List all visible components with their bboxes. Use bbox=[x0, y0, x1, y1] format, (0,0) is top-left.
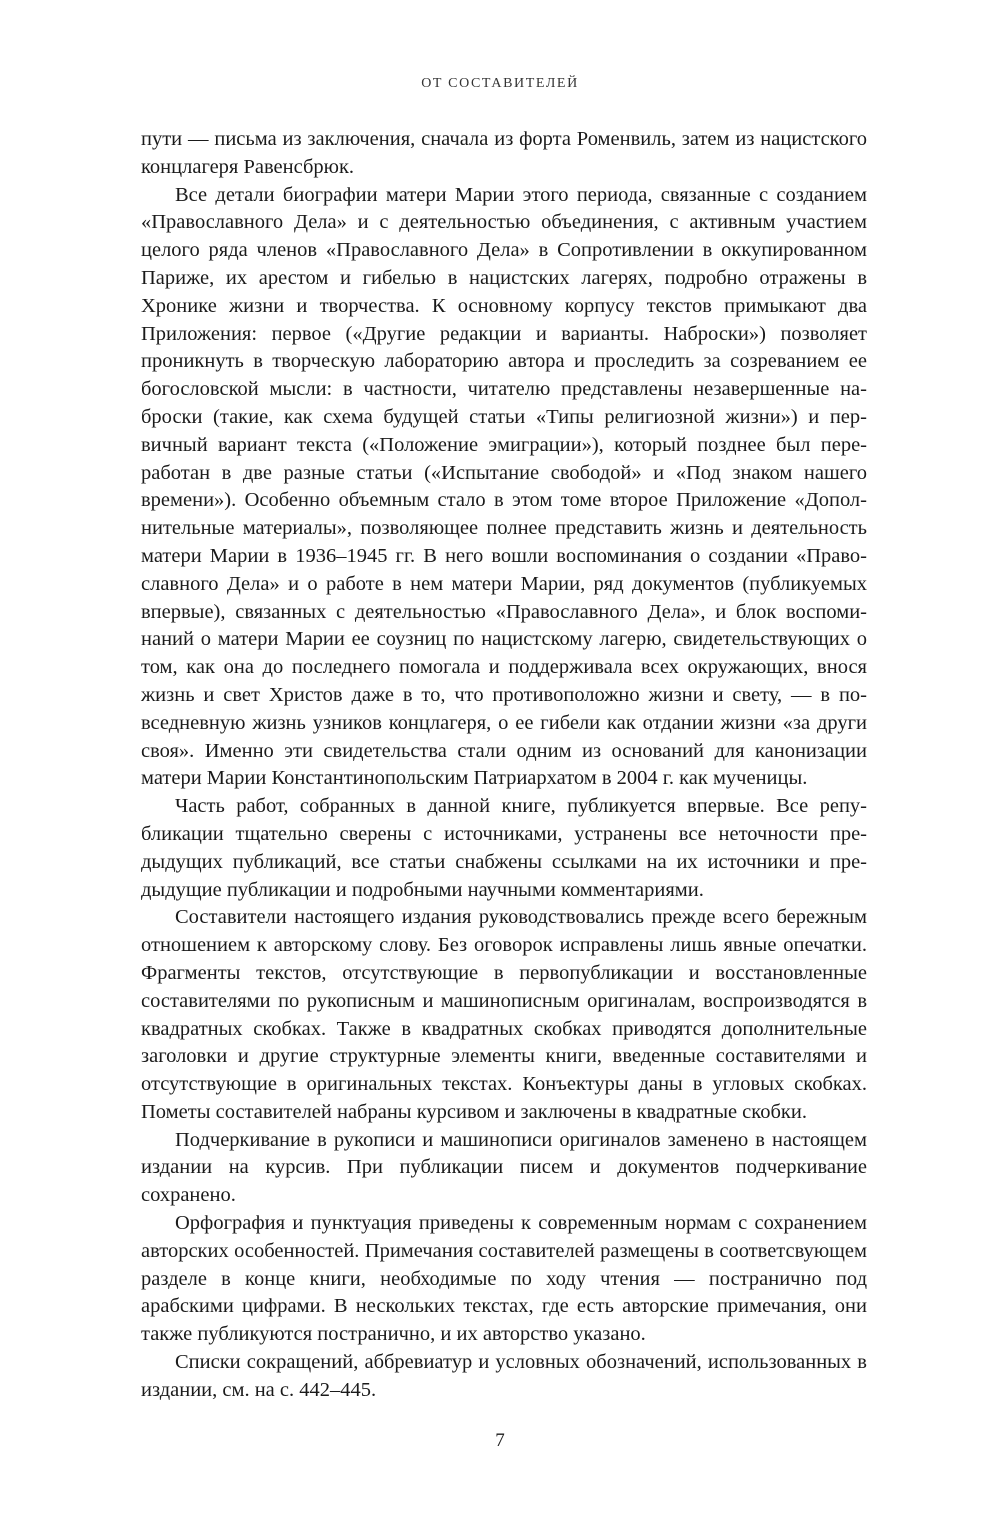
paragraph: Все детали биографии матери Марии этого периода, связанные с созданием «Православного Дела» и с деятельностью объединения, с активным участием целого ряда членов «Православного Дела» в Сопротивлении в оккупированном Париже, их арестом и гибелью в нацистских лагерях, подробно отражены в Хронике жизни и творчества. К основному корпусу текстов примыкают два Приложения: первое («Другие редакции и варианты. Наброски») позволяет проникнуть в творческую лабораторию автора и проследить за созреванием ее богословской мысли: в частности, читателю представлены незавершенные наброски (такие, как схема будущей статьи «Типы религиозной жизни») и первичный вариант текста («Положение эмиграции»), который позднее был переработан в две разные статьи («Испытание свободой» и «Под знаком нашего времени»). Особенно объемным стало в этом томе второе Приложение «Дополнительные материалы», позволяющее полнее представить жизнь и деятельность матери Марии в 1936–1945 гг. В него вошли воспоминания о создании «Православного Дела» и о работе в нем матери Марии, ряд документов (публикуемых впервые), связанных с деятельностью «Православного Дела», и блок воспоминаний о матери Марии ее соузниц по нацистскому лагерю, свидетельствующих о том, как она до последнего помогала и поддерживала всех окружающих, внося жизнь и свет Христов даже в то, что противоположно жизни и свету, — в повседневную жизнь узников концлагеря, о ее гибели как отдании жизни «за други своя». Именно эти свидетельства стали одним из оснований для канонизации матери Марии Константинопольским Патриархатом в 2004 г. как мученицы. bbox=[141, 183, 867, 790]
paragraph: Подчеркивание в рукописи и машинописи оригиналов заменено в настоящем издании на курсив. При публикации писем и документов подчеркивание сохранено. bbox=[141, 1128, 867, 1207]
paragraph: Составители настоящего издания руководствовались прежде всего бережным отношением к авторскому слову. Без оговорок исправлены лишь явные опечатки. Фрагменты текстов, отсутствующие в первопубликации и восстановленные составителями по рукописным и машинописным оригиналам, воспроизводятся в квадратных скобках. Также в квадратных скобках приводятся дополнительные заголовки и другие структурные элементы книги, введенные составителями и отсутствующие в оригинальных текстах. Конъектуры даны в угловых скобках. Пометы составителей набраны курсивом и заключены в квадратные скобки. bbox=[141, 906, 867, 1123]
body-text bbox=[141, 126, 867, 1405]
paragraph-continuation: пути — письма из заключения, сначала из форта Роменвиль, затем из нацистского концлагеря Равенсбрюк. bbox=[141, 128, 867, 178]
paragraph: Часть работ, собранных в данной книге, публикуется впервые. Все републикации тщательно сверены с источниками, устранены все неточности предыдущих публикаций, все статьи снабжены ссылками на их источники и предыдущие публикации и подробными научными комментариями. bbox=[141, 795, 867, 901]
page-number: 7 bbox=[495, 1430, 505, 1451]
paragraph: Списки сокращений, аббревиатур и условных обозначений, использованных в издании, см. на с. 442–445. bbox=[141, 1351, 867, 1401]
running-head: ОТ СОСТАВИТЕЛЕЙ bbox=[421, 76, 579, 91]
paragraph: Орфография и пунктуация приведены к современным нормам с сохранением авторских особенностей. Примечания составителей размещены в соответсвующем разделе в конце книги, необходимые по ходу чтения — постранично под арабскими цифрами. В нескольких текстах, где есть авторские примечания, они также публикуются постранично, и их авторство указано. bbox=[141, 1212, 867, 1346]
